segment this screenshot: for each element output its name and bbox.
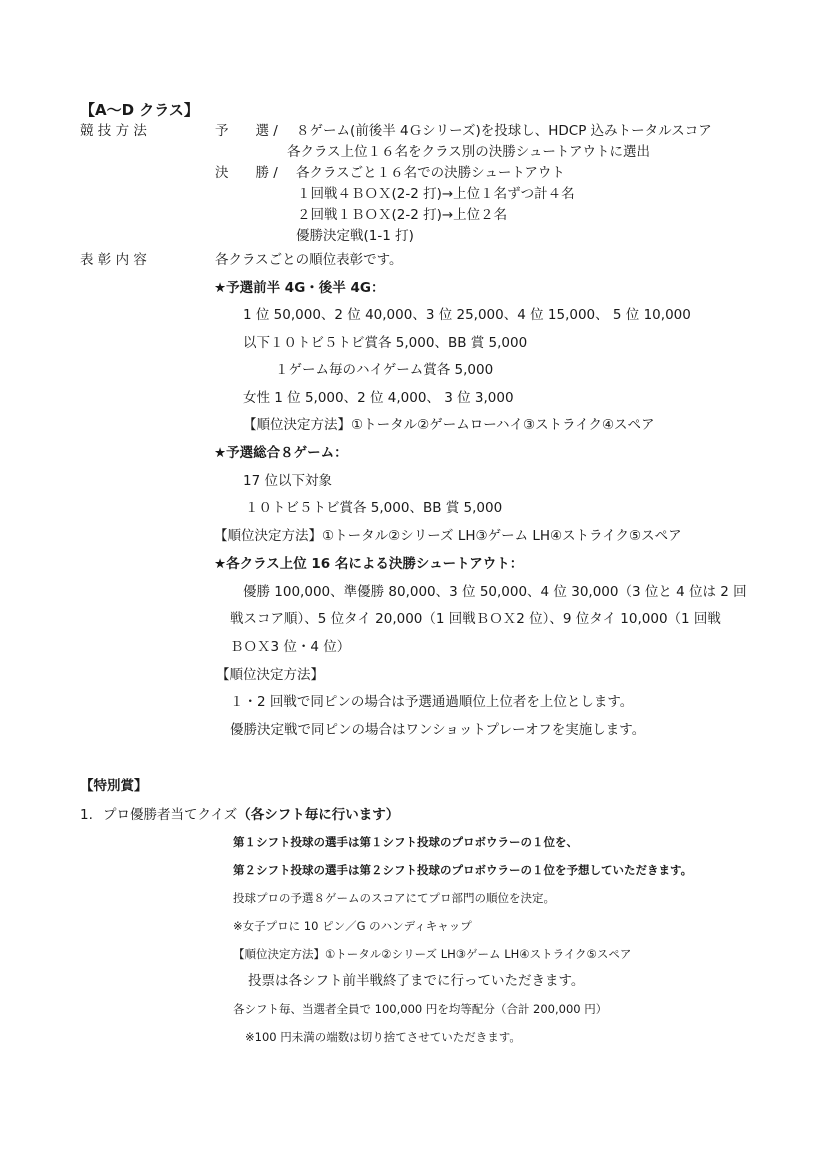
final-label: 決 勝 / bbox=[215, 165, 278, 181]
block1-title: ★予選前半 4G・後半 4G： bbox=[214, 280, 385, 296]
prelim-line-1: ８ゲーム(前後半 4Ｇシリーズ)を投球し、HDCP 込みトータルスコア bbox=[296, 123, 712, 139]
block3-line-4: 【順位決定方法】 bbox=[216, 667, 324, 683]
block3-line-3: ＢＯＸ3 位・4 位） bbox=[230, 639, 351, 655]
block1-line-3: １ゲーム毎のハイゲーム賞各 5,000 bbox=[275, 362, 494, 378]
block3-line-5: １・2 回戦で同ピンの場合は予選通過順位上位者を上位とします。 bbox=[230, 694, 634, 710]
prelim-line-2: 各クラス上位１６名をクラス別の決勝シュートアウトに選出 bbox=[287, 144, 651, 160]
method-label: 競 技 方 法 bbox=[80, 123, 147, 139]
special-line-2: 第２シフト投球の選手は第２シフト投球のプロボウラーの１位を予想していただきます。 bbox=[233, 863, 693, 877]
block2-title: ★予選総合８ゲーム： bbox=[214, 445, 348, 461]
item1-title-bold: （各シフト毎に行います） bbox=[237, 807, 400, 823]
special-line-3: 投球プロの予選８ゲームのスコアにてプロ部門の順位を決定。 bbox=[233, 891, 555, 905]
section-heading-special: 【特別賞】 bbox=[80, 778, 148, 794]
special-line-8: ※100 円未満の端数は切り捨てさせていただきます。 bbox=[245, 1030, 521, 1044]
block1-line-1: 1 位 50,000、2 位 40,000、3 位 25,000、4 位 15,000、 5 位 10,000 bbox=[243, 307, 691, 323]
block3-line-6: 優勝決定戦で同ピンの場合はワンショットプレーオフを実施します。 bbox=[230, 722, 646, 738]
final-line-4: 優勝決定戦(1-1 打) bbox=[296, 228, 414, 244]
block1-line-5: 【順位決定方法】①トータル②ゲームローハイ③ストライク④スペア bbox=[243, 417, 655, 433]
block2-line-2: １０トビ５トビ賞各 5,000、BB 賞 5,000 bbox=[245, 500, 503, 516]
special-line-5: 【順位決定方法】①トータル②シリーズ LH③ゲーム LH④ストライク⑤スペア bbox=[233, 947, 632, 961]
block3-line-2: 戦スコア順）、5 位タイ 20,000（1 回戦ＢＯＸ2 位）、9 位タイ 10,000（1 回戦 bbox=[230, 611, 721, 627]
block2-line-1: 17 位以下対象 bbox=[243, 473, 332, 489]
special-line-4: ※女子プロに 10 ピン／G のハンディキャップ bbox=[233, 919, 472, 933]
special-line-7: 各シフト毎、当選者全員で 100,000 円を均等配分（合計 200,000 円） bbox=[233, 1002, 608, 1016]
special-line-1: 第１シフト投球の選手は第１シフト投球のプロボウラーの１位を、 bbox=[233, 835, 578, 849]
item1-title-plain: プロ優勝者当てクイズ bbox=[103, 807, 238, 823]
special-line-6: 投票は各シフト前半戦終了までに行っていただきます。 bbox=[248, 973, 585, 989]
item1-title bbox=[103, 806, 399, 824]
final-line-3: ２回戦１ＢＯＸ(2-2 打)→上位２名 bbox=[297, 207, 508, 223]
final-line-1: 各クラスごと１６名での決勝シュートアウト bbox=[296, 165, 565, 181]
item1-number: 1. bbox=[80, 807, 93, 823]
final-line-2: １回戦４ＢＯＸ(2-2 打)→上位１名ずつ計４名 bbox=[297, 186, 575, 202]
block1-line-4: 女性 1 位 5,000、2 位 4,000、 3 位 3,000 bbox=[243, 390, 514, 406]
award-label: 表 彰 内 容 bbox=[80, 252, 147, 268]
award-line: 各クラスごとの順位表彰です。 bbox=[215, 252, 403, 268]
block1-line-2: 以下１０トビ５トビ賞各 5,000、BB 賞 5,000 bbox=[243, 335, 528, 351]
prelim-label: 予 選 / bbox=[215, 123, 278, 139]
section-heading-ad: 【A～D クラス】 bbox=[80, 101, 199, 119]
block3-line-1: 優勝 100,000、準優勝 80,000、3 位 50,000、4 位 30,000（3 位と 4 位は 2 回 bbox=[243, 584, 747, 600]
block2-line-3: 【順位決定方法】①トータル②シリーズ LH③ゲーム LH④ストライク⑤スペア bbox=[214, 528, 682, 544]
block3-title: ★各クラス上位 16 名による決勝シュートアウト： bbox=[214, 556, 524, 572]
